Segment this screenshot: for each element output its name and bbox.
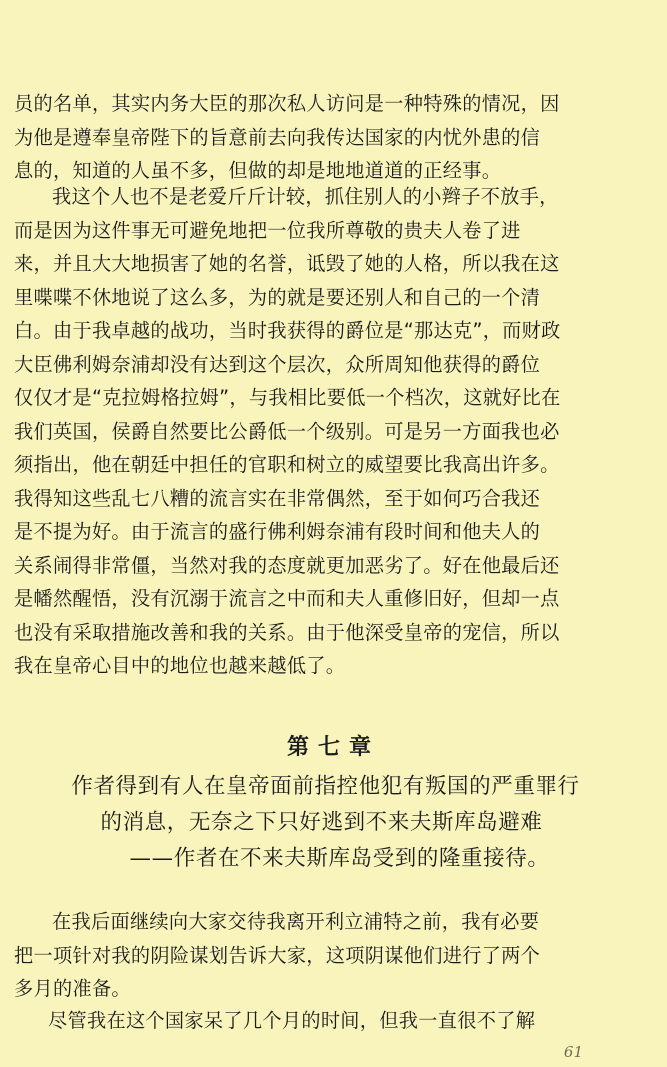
chapter-subtitle-line: ——作者在不来夫斯库岛受到的隆重接待。 — [129, 846, 550, 871]
text-line: 息的，知道的人虽不多，但做的却是地地道道的正经事。 — [14, 159, 502, 182]
text-line: 我在皇帝心目中的地位也越来越低了。 — [14, 654, 346, 677]
text-line: 来，并且大大地损害了她的名誉，诋毁了她的人格，所以我在这 — [14, 252, 560, 275]
text-line: 尽管我在这个国家呆了几个月的时间，但我一直很不了解 — [48, 1009, 536, 1032]
paragraph-conspiracy — [14, 905, 654, 1006]
paragraph-continuation — [14, 87, 654, 188]
text-line: 是幡然醒悟，没有沉溺于流言之中而和夫人重修旧好，但却一点 — [14, 587, 560, 610]
chapter-subtitle-line: 的消息，无奈之下只好逃到不来夫斯库岛避难 — [100, 810, 543, 835]
text-line: 而是因为这件事无可避免地把一位我所尊敬的贵夫人卷了进 — [14, 218, 521, 242]
text-line: 也没有采取措施改善和我的关系。由于他深受皇帝的宠信，所以 — [14, 620, 560, 644]
text-line: 须指出，他在朝廷中担任的官职和树立的威望要比我高出许多。 — [14, 453, 560, 476]
text-line: 员的名单，其实内务大臣的那次私人访问是一种特殊的情况，因 — [14, 92, 560, 115]
text-line: 关系闹得非常僵，当然对我的态度就更加恶劣了。好在他最后还 — [14, 553, 560, 577]
chapter-subtitle-line: 作者得到有人在皇帝面前指控他犯有叛国的严重罪行 — [71, 774, 580, 799]
chapter-title: 第七章 — [286, 735, 380, 760]
text-line: 仅仅才是“克拉姆格拉姆”，与我相比要低一个档次，这就好比在 — [14, 386, 561, 409]
text-line: 里喋喋不休地说了这么多，为的就是要还别人和自己的一个清 — [14, 285, 541, 309]
text-line: 大臣佛利姆奈浦却没有达到这个层次，众所周知他获得的爵位 — [14, 352, 541, 376]
text-line: 我得知这些乱七八糟的流言实在非常偶然，至于如何巧合我还 — [14, 486, 541, 510]
text-line: 把一项针对我的阴险谋划告诉大家，这项阴谋他们进行了两个 — [14, 943, 541, 967]
page-number: 61 — [563, 1043, 583, 1061]
paragraph-fame-and-titles — [14, 180, 654, 683]
text-line: 我这个人也不是老爱斤斤计较，抓住别人的小辫子不放手， — [52, 185, 559, 208]
text-line: 在我后面继续向大家交待我离开利立浦特之前，我有必要 — [52, 910, 540, 933]
text-line: 是不提为好。由于流言的盛行佛利姆奈浦有段时间和他夫人的 — [14, 520, 541, 543]
paragraph-country — [14, 1004, 654, 1038]
text-line: 我们英国，侯爵自然要比公爵低一个级别。可是另一方面我也必 — [14, 419, 560, 443]
text-line: 白。由于我卓越的战功，当时我获得的爵位是“那达克”，而财政 — [14, 319, 561, 342]
text-line: 为他是遵奉皇帝陛下的旨意前去向我传达国家的内忧外患的信 — [14, 125, 541, 149]
text-line: 多月的准备。 — [14, 977, 131, 1000]
